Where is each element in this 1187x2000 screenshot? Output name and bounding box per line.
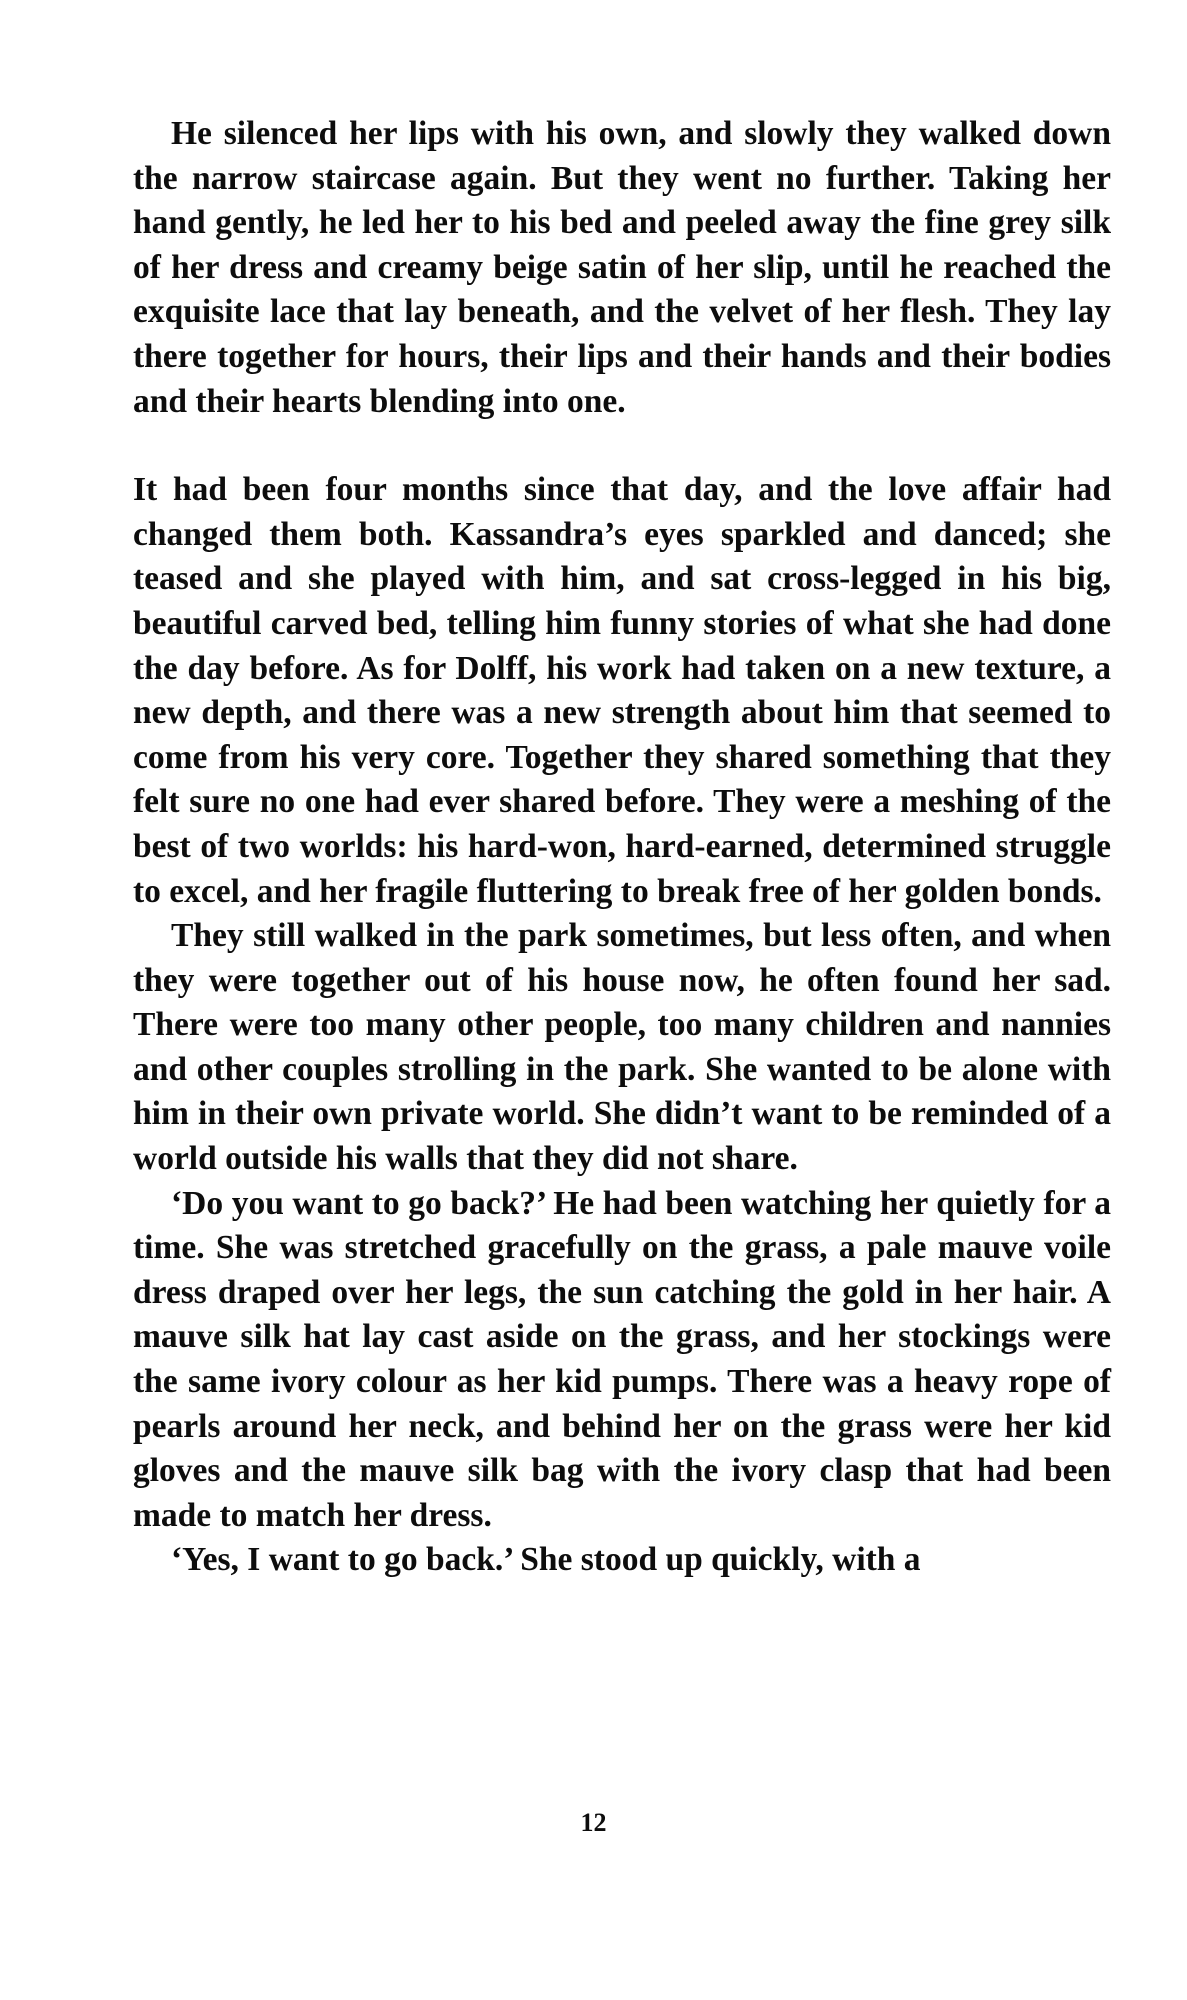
paragraph-2: It had been four months since that day, and the love affair had changed them both. Kassandra’s eyes sparkled and danced; she teased and she played with him, and sat cross-legged in his big, beautiful carved bed, telling him funny stories of what she had done the day before. As for Dolff, his work had taken on a new texture, a new depth, and there was a new strength about him that seemed to come from his very core. Together they shared something that they felt sure no one had ever shared before. They were a meshing of the best of two worlds: his hard-won, hard-earned, determined struggle to excel, and her fragile fluttering to break free of her golden bonds. — [133, 471, 1111, 910]
paragraph-5: ‘Yes, I want to go back.’ She stood up quickly, with a — [171, 1541, 921, 1579]
body-text — [133, 112, 1111, 1583]
page-number: 12 — [580, 1808, 607, 1837]
paragraph-4: ‘Do you want to go back?’ He had been watching her quietly for a time. She was stretched gracefully on the grass, a pale mauve voile dress draped over her legs, the sun catching the gold in her hair. A mauve silk hat lay cast aside on the grass, and her stockings were the same ivory colour as her kid pumps. There was a heavy rope of pearls around her neck, and behind her on the grass were her kid gloves and the mauve silk bag with the ivory clasp that had been made to match her dress. — [133, 1184, 1111, 1534]
paragraph-3: They still walked in the park sometimes, but less often, and when they were together out of his house now, he often found her sad. There were too many other people, too many children and nannies and other couples strolling in the park. She wanted to be alone with him in their own private world. She didn’t want to be reminded of a world outside his walls that they did not share. — [133, 917, 1111, 1178]
paragraph-1: He silenced her lips with his own, and slowly they walked down the narrow staircase again. But they went no further. Taking her hand gently, he led her to his bed and peeled away the fine grey silk of her dress and creamy beige satin of her slip, until he reached the exquisite lace that lay beneath, and the velvet of her flesh. They lay there together for hours, their lips and their hands and their bodies and their hearts blending into one. — [133, 115, 1111, 420]
